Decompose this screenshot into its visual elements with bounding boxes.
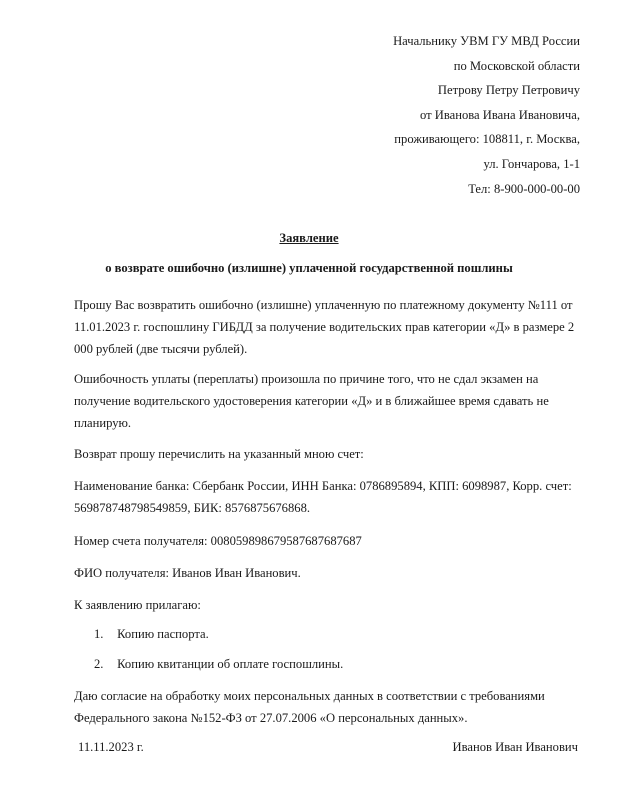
attachment-text: Копию паспорта. (117, 627, 209, 641)
paragraph-account-number: Номер счета получателя: 008059898679587687687687 (74, 534, 362, 548)
document-subtitle: о возврате ошибочно (излишне) уплаченной государственной пошлины (105, 261, 513, 275)
addressee-line: по Московской области (453, 58, 580, 73)
document-title: Заявление (279, 231, 339, 245)
addressee-line: Начальнику УВМ ГУ МВД России (393, 34, 580, 48)
paragraph-recipient-name: ФИО получателя: Иванов Иван Иванович. (74, 566, 301, 580)
attachment-number: 2. (94, 657, 104, 671)
signature-name: Иванов Иван Иванович (452, 740, 578, 754)
sender-address-line: проживающего: 108811, г. Москва, (394, 132, 580, 147)
attachment-item (94, 623, 209, 645)
attachment-text: Копию квитанции об оплате госпошлины. (117, 657, 344, 671)
attachment-item (94, 653, 343, 675)
paragraph-refund-intro: Возврат прошу перечислить на указанный мною счет: (74, 447, 364, 461)
addressee-line: Петрову Петру Петровичу (437, 83, 580, 98)
paragraph-consent: Даю согласие на обработку моих персональных данных в соответствии с требованиями Федерального закона №152-ФЗ от 27.07.2006 «О персональных данных». (74, 689, 545, 726)
document-date: 11.11.2023 г. (78, 740, 144, 754)
paragraph-reason: Ошибочность уплаты (переплаты) произошла по причине того, что не сдал экзамен на получение водительского удостоверения категории «Д» и в ближайшее время сдавать не планирую. (74, 372, 549, 431)
paragraph-request: Прошу Вас возвратить ошибочно (излишне) уплаченную по платежному документу №111 от 11.01.2023 г. госпошлину ГИБДД за получение водительских прав категории «Д» в размере 2 000 рублей (две тысячи рублей). (74, 298, 575, 357)
sender-line: от Иванова Ивана Ивановича, (419, 107, 580, 122)
paragraph-bank-details: Наименование банка: Сбербанк России, ИНН Банка: 0786895894, КПП: 6098987, Корр. счет: 569878748798549859, БИК: 8576875676868. (74, 479, 572, 516)
sender-phone-line: Тел: 8-900-000-00-00 (468, 181, 580, 196)
sender-address-line: ул. Гончарова, 1-1 (483, 156, 580, 171)
addressee-block (393, 29, 580, 201)
paragraph-attachments-intro: К заявлению прилагаю: (74, 598, 201, 612)
attachment-number: 1. (94, 627, 104, 641)
